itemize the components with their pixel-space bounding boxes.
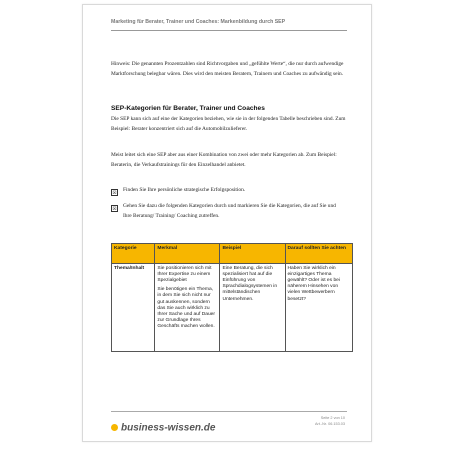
cell-merkmal-text-2: Sie benötigen ein Thema, in dem Sie sich nicht nur gut auskennen, sondern das Sie auch wirklich zu Ihrer Sache und auf Dauer zur Grundlage Ihres Geschäfts machen wollen. xyxy=(157,287,216,330)
column-header-merkmal: Merkmal xyxy=(155,244,220,264)
column-header-kategorie: Kategorie xyxy=(112,244,155,264)
page-number: Seite 2 von 10 xyxy=(320,416,345,420)
checklist-item-text: Gehen Sie dazu die folgenden Kategorien durch und markieren Sie die Kategorien, die auf Sie und Ihre Beratung/ Training/ Coaching zutreffen. xyxy=(123,203,336,219)
table-row xyxy=(112,264,353,352)
brand-dot-icon xyxy=(111,424,118,431)
brand-name: business-wissen.de xyxy=(121,422,216,434)
cell-achten: Haben Sie wirklich ein einzigartiges Thema gewählt? Oder ist es bei näherem Hinsehen von vielen Wettbewerbern besetzt? xyxy=(285,264,353,352)
brand-logo xyxy=(111,419,215,437)
page-meta xyxy=(315,415,345,427)
sep-category-table xyxy=(111,243,353,352)
table-header-row xyxy=(112,244,353,264)
cell-beispiel: Eine Beratung, die sich spezialisiert hat auf die Einführung von Sprachdialogsystemen in mittelständischen Unternehmen. xyxy=(220,264,285,352)
document-page xyxy=(82,4,372,442)
section-heading: SEP-Kategorien für Berater, Trainer und Coaches xyxy=(111,105,265,112)
cell-merkmal-text-1: Sie positionieren sich mit Ihrer Expertise zu einem Spezialgebiet xyxy=(157,265,212,283)
footer-divider xyxy=(111,411,347,412)
checkbox-icon[interactable]: ☒ xyxy=(112,190,117,195)
checklist-item-text: Finden Sie Ihre persönliche strategische Erfolgsposition. xyxy=(123,187,246,193)
page-header: Marketing für Berater, Trainer und Coaches: Markenbildung durch SEP xyxy=(111,19,286,25)
header-divider xyxy=(111,30,347,31)
checkbox-icon[interactable]: ☒ xyxy=(112,206,117,211)
cell-merkmal xyxy=(155,264,220,352)
column-header-achten: Darauf sollten Sie achten xyxy=(285,244,353,264)
section-paragraph-2: Meist leitet sich eine SEP aber aus einer Kombination von zwei oder mehr Kategorien ab. Zum Beispiel: Beraterin, die Verkaufstrainings für den Einzelhandel anbietet. xyxy=(111,152,337,168)
column-header-beispiel: Beispiel xyxy=(220,244,285,264)
cell-category: Thema/Inhalt xyxy=(112,264,155,352)
intro-note: Hinweis: Die genannten Prozentzahlen sind Richtvorgaben und „gefühlte Werte“, die nur durch aufwendige Marktforschung belegbar wären. Dies wird den meisten Beratern, Trainern und Coaches zu aufwändig sein. xyxy=(111,61,344,77)
article-number: Art.-Nr. 06.153.03 xyxy=(315,422,345,426)
section-paragraph-1: Die SEP kann sich auf eine der Kategorien beziehen, wie sie in der folgenden Tabelle beschrieben sind. Zum Beispiel: Berater konzentriert sich auf die Automobilzulieferer. xyxy=(111,116,346,132)
